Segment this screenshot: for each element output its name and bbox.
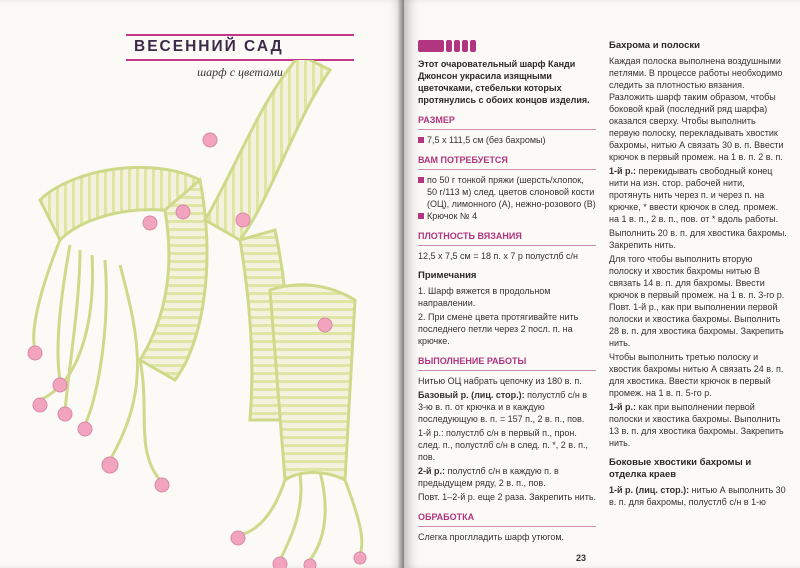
row-text: полустлб с/н в каждую п. в предыдущем ряду, 2 в. п., пов. xyxy=(418,466,559,488)
fringe-heading: Бахрома и полоски xyxy=(609,40,700,51)
bullet-icon xyxy=(418,137,424,143)
work-step-3: Повт. 1–2-й р. еще 2 раза. Закрепить нить. xyxy=(418,492,597,502)
right-page xyxy=(404,0,800,568)
row-text: как при выполнении первой полоски и хвостика бахромы. Выполнить 13 в. п. для хвостика бахромы. Закрепить нить. xyxy=(609,402,784,448)
intro-text: Этот очаровательный шарф Канди Джонсон украсила изящными цветочками, стебельки которых протянулись с обоих концов изделия. xyxy=(418,59,590,105)
notes-heading: Примечания xyxy=(418,270,477,281)
edging-heading: Боковые хвостики бахромы и отделка краев xyxy=(609,457,752,480)
size-item xyxy=(418,134,596,146)
divider xyxy=(418,370,596,371)
size-text: 7,5 х 111,5 см (без бахромы) xyxy=(427,135,546,145)
edging-row-1 xyxy=(609,484,787,508)
page-title: ВЕСЕННИЙ САД xyxy=(134,38,284,55)
title-rule xyxy=(126,34,354,36)
column-b xyxy=(609,40,787,510)
row-label: 1-й р. (лиц. стор.): xyxy=(609,485,690,495)
divider xyxy=(418,245,596,246)
divider xyxy=(418,129,596,130)
needs-text-2: Крючок № 4 xyxy=(427,211,478,221)
row-text: нитью А выполнить 30 в. п. для бахромы, полустлб с/н в 1-ю xyxy=(609,485,786,507)
scarf-photo xyxy=(0,60,404,568)
row-label: 1-й р.: xyxy=(609,166,637,176)
work-step-2 xyxy=(418,465,596,489)
finish-heading: ОБРАБОТКА xyxy=(418,512,475,522)
fringe-text-1: Каждая полоска выполнена воздушными петлями. В процессе работы необходимо следить за плотностью вязания. Разложить шарф таким образом, чтобы боковой край (последний ряд шарфа) оказался сверху. Чтобы выполнить первую полоску, перекладывать хвостик бахромы, нитью А связать 30 в. п. Ввести крючок в первый промеж. на 1 в. п. 2 в. п. xyxy=(609,56,784,162)
finish-text: Слегка проглладить шарф утюгом. xyxy=(418,532,565,542)
fringe-text-2: Выполнить 20 в. п. для хвостика бахромы. Закрепить нить. xyxy=(609,228,787,250)
note-2: 2. При смене цвета протягивайте нить последнего петли через 2 посл. п. на крючке. xyxy=(418,312,579,346)
size-heading: РАЗМЕР xyxy=(418,115,455,125)
divider xyxy=(418,526,596,527)
needs-text-1: по 50 г тонкой пряжи (шерсть/хлопок, 50 г/113 м) след. цветов слоновой кости (ОЦ), лимонного (А), нежно-розового (В) xyxy=(427,175,596,209)
needs-item xyxy=(418,210,596,222)
row-label: 2-й р.: xyxy=(418,466,446,476)
gauge-heading: ПЛОТНОСТЬ ВЯЗАНИЯ xyxy=(418,231,522,241)
decor-bar xyxy=(418,40,596,52)
bullet-icon xyxy=(418,213,424,219)
needs-item xyxy=(418,174,596,210)
fringe-text-4: Чтобы выполнить третью полоску и хвостик бахромы нитью А связать 24 в. п. для хвостика. Ввести крючок в первый промеж. на 1 в. п. 5-го р. xyxy=(609,352,784,398)
work-step-1 xyxy=(418,389,596,425)
work-step-1b: 1-й р.: полустлб с/н в первый п., прон. след. п., полустлб с/н в след. п. *, 2 в. п., пов. xyxy=(418,428,588,462)
row-label: 1-й р.: xyxy=(609,402,637,412)
page-number: 23 xyxy=(576,553,587,563)
fringe-text-3: Для того чтобы выполнить вторую полоску и хвостик бахромы нитью В связать 14 в. п. для бахромы. Ввести крючок в первый промеж. на 1 в. п. 3-го р. Повт. 1-й р., как при выполнении первой полоски и хвостика бахромы. Выполнить 28 в. п. для хвостика бахромы. Закрепить нить. xyxy=(609,254,785,348)
row-text: полустлб с/н в 3-ю в. п. от крючка и в каждую последующую в. п. = 157 п., 2 в. п., пов. xyxy=(418,390,588,424)
work-heading: ВЫПОЛНЕНИЕ РАБОТЫ xyxy=(418,356,527,366)
fringe-row-1 xyxy=(609,165,787,225)
note-1: 1. Шарф вяжется в продольном направлении. xyxy=(418,286,551,308)
row-label: Базовый р. (лиц. стор.): xyxy=(418,390,525,400)
gauge-text: 12,5 х 7,5 см = 18 п. х 7 р полустлб с/н xyxy=(418,251,579,261)
fringe-row-1b xyxy=(609,401,787,449)
page-subtitle: шарф с цветами xyxy=(197,65,283,79)
column-a xyxy=(418,40,596,545)
row-text: перекидывать свободный конец нити на изн. стор. рабочей нити, протянуть нить через п. и через п. на крючке, * ввести крючок в след. промеж. на 1 в. п., 2 в. п., пов. от * вдоль работы. xyxy=(609,166,779,224)
needs-heading: ВАМ ПОТРЕБУЕТСЯ xyxy=(418,155,508,165)
work-step-0: Нитью ОЦ набрать цепочку из 180 в. п. xyxy=(418,376,582,386)
bullet-icon xyxy=(418,177,424,183)
divider xyxy=(418,169,596,170)
